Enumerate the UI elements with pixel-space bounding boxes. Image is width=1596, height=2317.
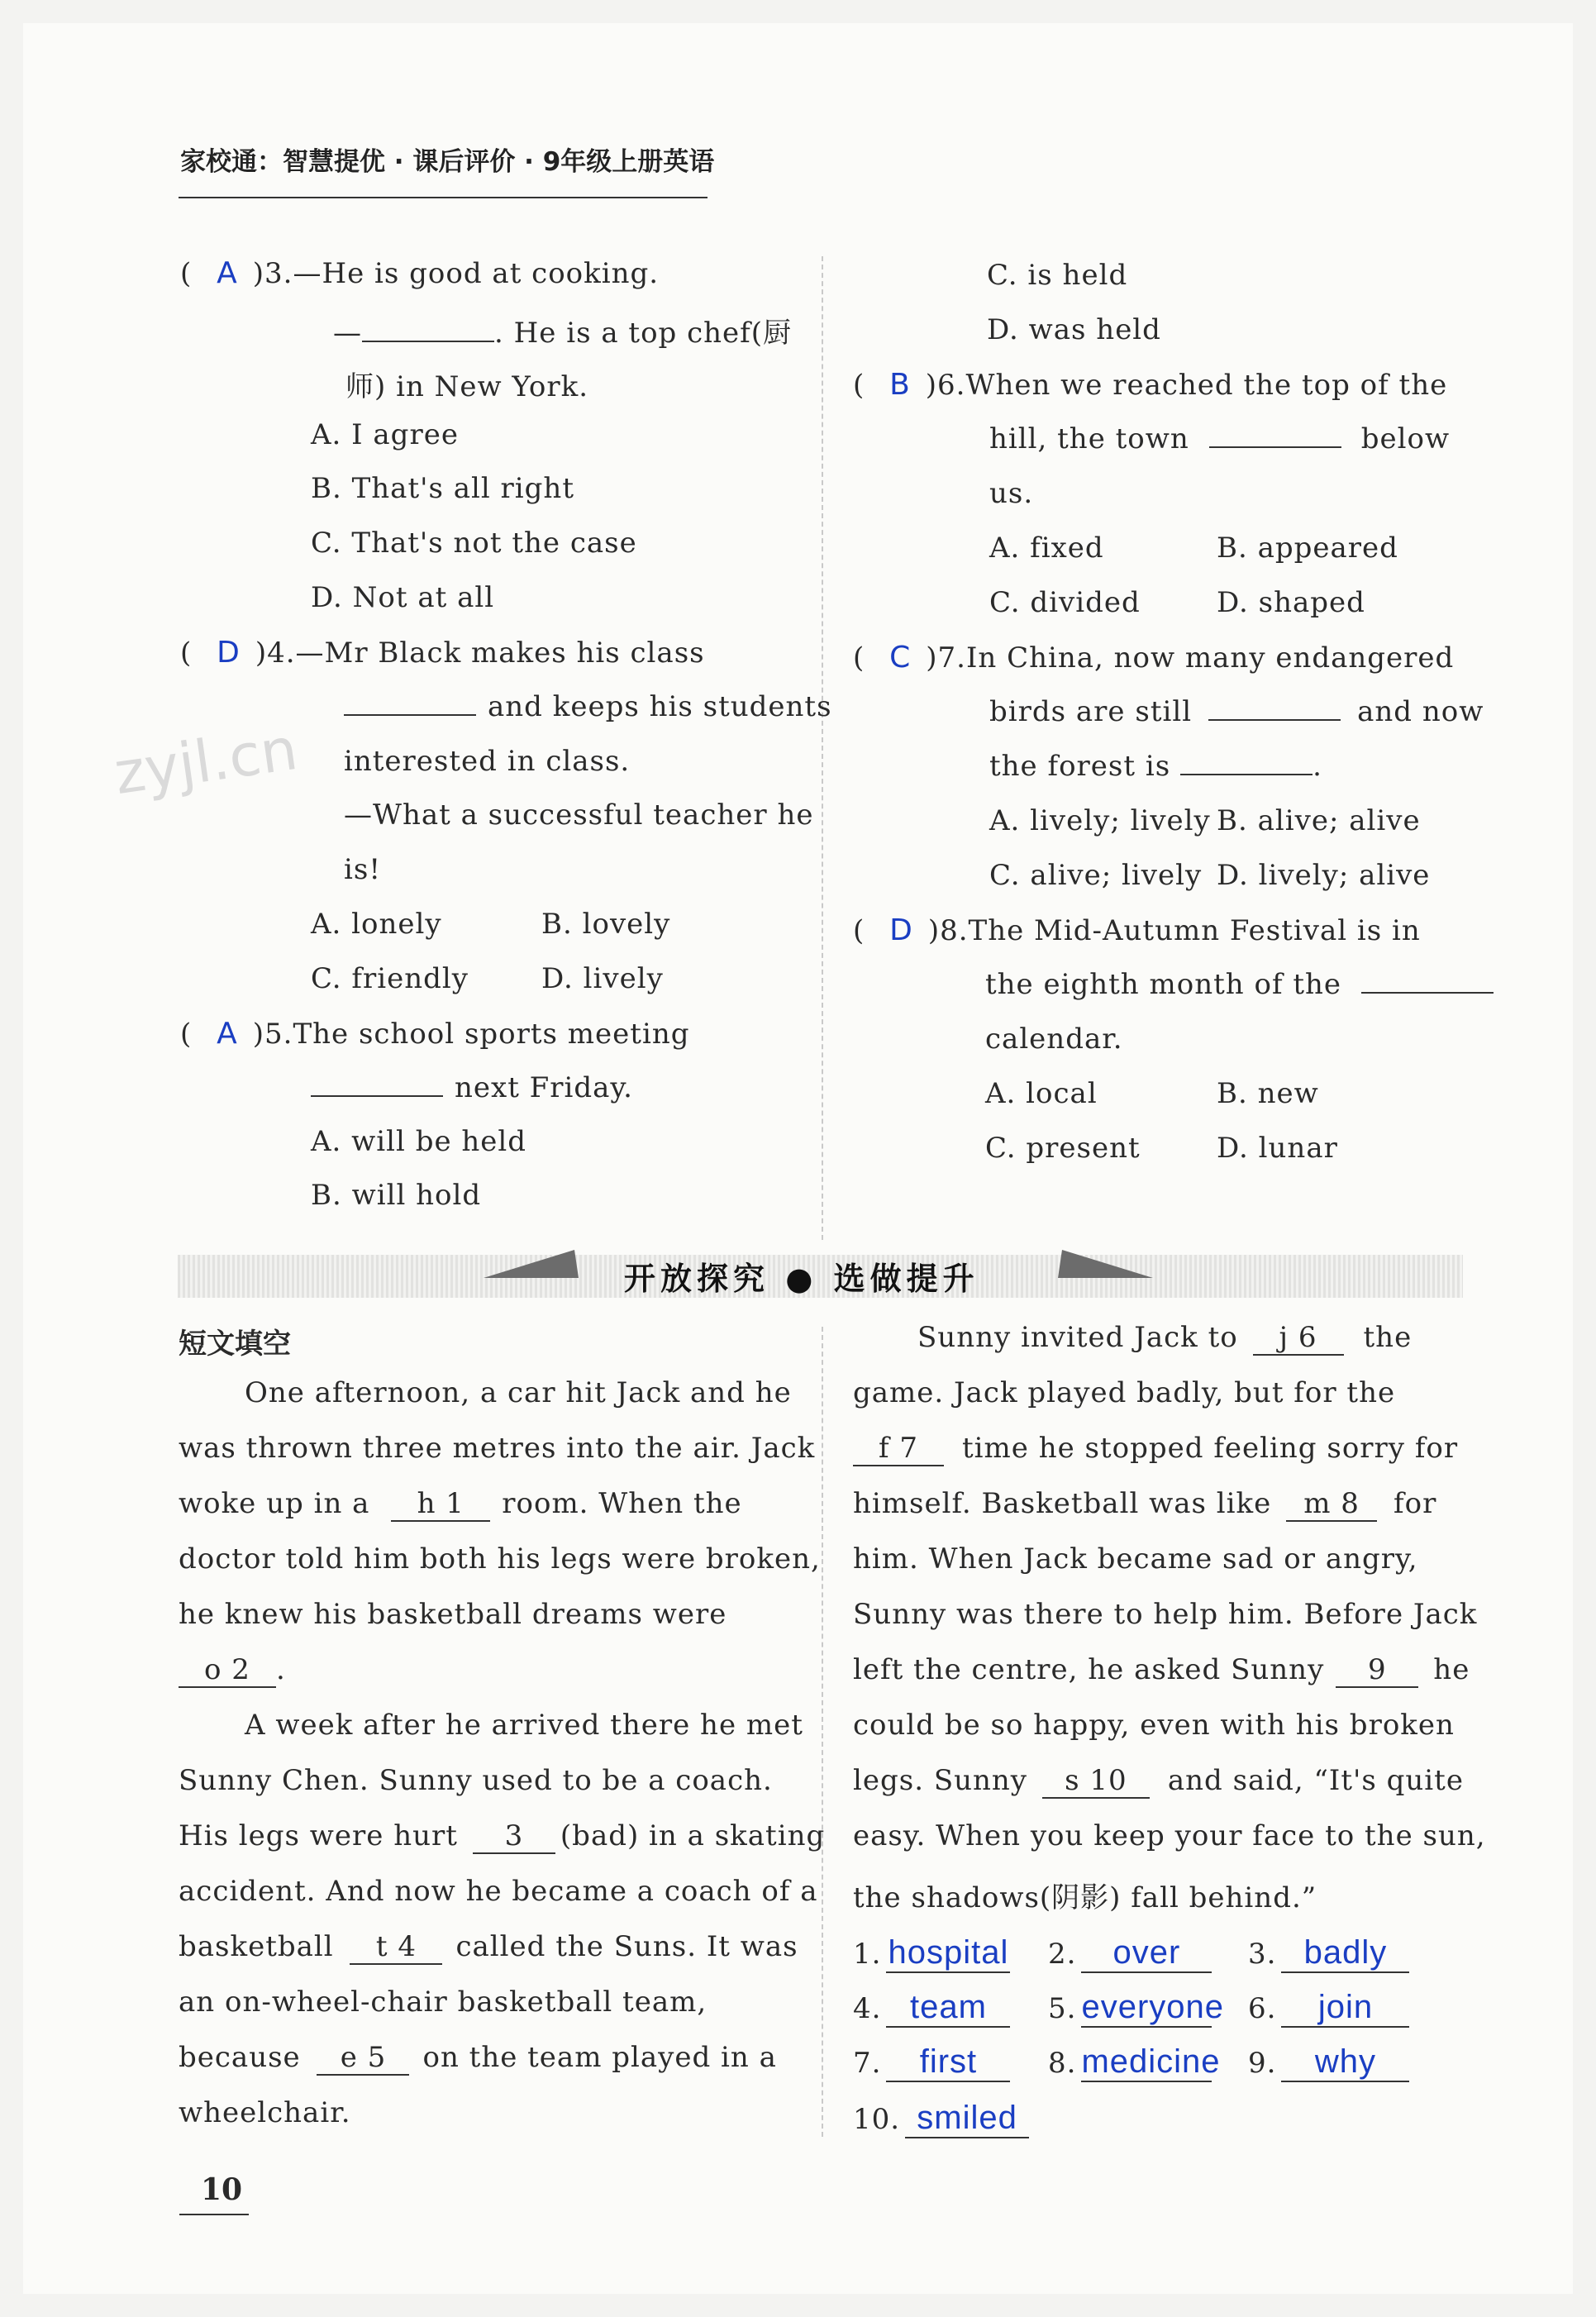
banner-left-triangle bbox=[484, 1250, 579, 1278]
option: A. I agree bbox=[311, 418, 459, 451]
option: C. alive; lively bbox=[989, 859, 1203, 892]
answer-3: A bbox=[217, 256, 238, 290]
blank-9: 9 bbox=[1336, 1653, 1418, 1688]
option: B. appeared bbox=[1217, 532, 1398, 565]
question-8: ( D )8.The Mid-Autumn Festival is in bbox=[853, 913, 1421, 947]
banner-title: 开放探究 ● 选做提升 bbox=[624, 1261, 979, 1297]
answer-6: B bbox=[889, 368, 911, 402]
answer-5: A bbox=[217, 1017, 238, 1051]
answer-8: D bbox=[889, 913, 913, 947]
banner-right-triangle bbox=[1058, 1250, 1153, 1278]
answer-3: 3. badly bbox=[1248, 1934, 1409, 1973]
answer-7: C bbox=[889, 641, 912, 675]
page-number-rule bbox=[179, 2214, 249, 2215]
option: A. lonely bbox=[311, 908, 442, 941]
page-number: 10 bbox=[201, 2172, 243, 2207]
answer-4: 4. team bbox=[853, 1989, 1010, 2028]
option: C. present bbox=[985, 1132, 1141, 1165]
answer-1: 1. hospital bbox=[853, 1934, 1010, 1973]
blank-5: e 5 bbox=[317, 2041, 409, 2076]
answer-7: 7. first bbox=[853, 2043, 1010, 2082]
answer-6: 6. join bbox=[1248, 1989, 1409, 2028]
option: D. lunar bbox=[1217, 1132, 1338, 1165]
option: A. lively; lively bbox=[989, 804, 1211, 837]
option: B. lovely bbox=[541, 908, 671, 941]
watermark: zyjl.cn bbox=[110, 714, 302, 808]
header-rule bbox=[179, 197, 707, 198]
blank-10: s 10 bbox=[1042, 1764, 1150, 1799]
option: C. friendly bbox=[311, 962, 469, 995]
answer-8: 8. medicine bbox=[1048, 2043, 1212, 2082]
option: B. will hold bbox=[311, 1179, 482, 1212]
option: B. alive; alive bbox=[1217, 804, 1421, 837]
answer-2: 2. over bbox=[1048, 1934, 1212, 1973]
question-6: ( B )6.When we reached the top of the bbox=[853, 368, 1448, 402]
question-7: ( C )7.In China, now many endangered bbox=[853, 641, 1455, 675]
option: C. divided bbox=[989, 586, 1141, 619]
blank-1: h 1 bbox=[391, 1487, 490, 1522]
option: D. was held bbox=[987, 313, 1161, 346]
answer-10: 10. smiled bbox=[853, 2100, 1029, 2138]
question-4: ( D )4.—Mr Black makes his class bbox=[180, 636, 705, 670]
answer-5: 5. everyone bbox=[1048, 1989, 1212, 2028]
section-title: 短文填空 bbox=[179, 1328, 291, 1361]
answer-9: 9. why bbox=[1248, 2043, 1409, 2082]
question-3: ( A )3.—He is good at cooking. bbox=[180, 256, 660, 290]
option: A. local bbox=[985, 1077, 1098, 1110]
option: D. shaped bbox=[1217, 586, 1365, 619]
blank-7: f 7 bbox=[853, 1432, 944, 1466]
blank-3: 3 bbox=[473, 1819, 555, 1854]
option: A. will be held bbox=[311, 1125, 527, 1158]
column-divider-top bbox=[822, 256, 823, 1240]
blank-8: m 8 bbox=[1286, 1487, 1377, 1522]
option: C. That's not the case bbox=[311, 527, 637, 560]
answer-4: D bbox=[217, 636, 241, 670]
blank-2: o 2 bbox=[179, 1653, 276, 1688]
column-divider-bottom bbox=[822, 1327, 823, 2137]
option: B. new bbox=[1217, 1077, 1319, 1110]
option: A. fixed bbox=[989, 532, 1104, 565]
blank-4: t 4 bbox=[350, 1930, 442, 1965]
option: B. That's all right bbox=[311, 472, 574, 505]
option: D. Not at all bbox=[311, 581, 495, 614]
answer-blank bbox=[362, 317, 494, 342]
option: D. lively bbox=[541, 962, 664, 995]
blank-6: j 6 bbox=[1253, 1321, 1344, 1356]
question-5: ( A )5.The school sports meeting bbox=[180, 1017, 690, 1051]
option: D. lively; alive bbox=[1217, 859, 1431, 892]
page-header: 家校通：智慧提优 · 课后评价 · 9年级上册英语 bbox=[180, 147, 715, 177]
option: C. is held bbox=[987, 259, 1128, 292]
